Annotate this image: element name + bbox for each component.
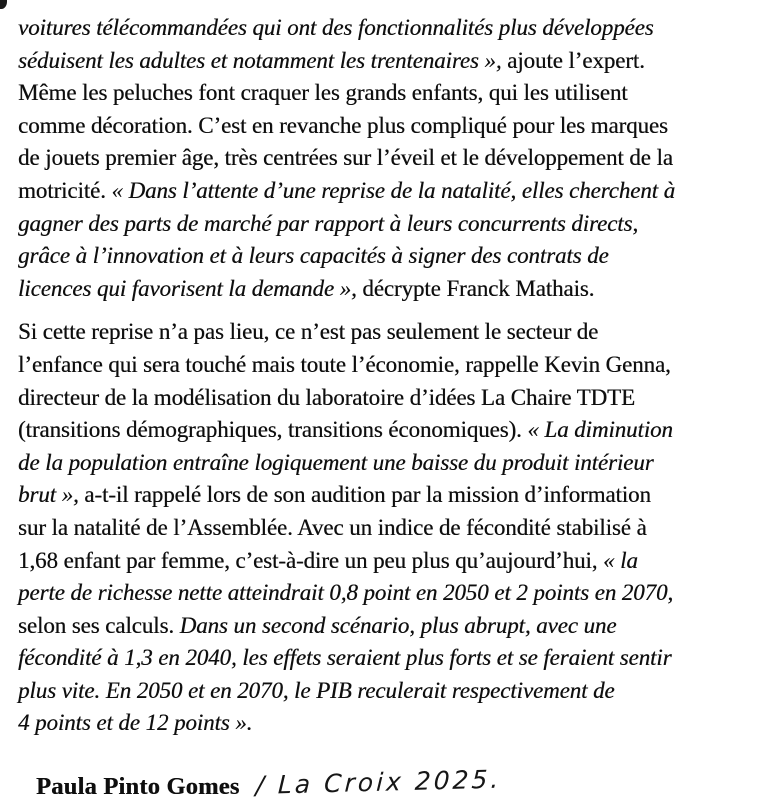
text-line <box>18 382 762 415</box>
text-segment-regular: décrypte Franck Mathais. <box>362 275 595 301</box>
text-segment-italic: gagner des parts de marché par rapport à leurs concurrents directs, <box>18 210 638 236</box>
text-line <box>18 12 762 45</box>
text-segment-italic: brut », <box>18 482 85 508</box>
text-line <box>18 707 762 740</box>
text-segment-italic: grâce à l’innovation et à leurs capacités à signer des contrats de <box>18 243 609 269</box>
text-line <box>18 110 762 143</box>
byline <box>20 753 501 801</box>
text-segment-italic: « la <box>603 547 638 573</box>
text-segment-italic: plus vite. En 2050 et en 2070, le PIB reculerait respectivement de <box>18 677 615 703</box>
paragraph <box>18 316 762 740</box>
paragraph <box>18 12 762 305</box>
scan-artifact-mark <box>0 0 7 9</box>
text-segment-regular: de jouets premier âge, très centrées sur l’éveil et le développement de la <box>18 145 673 171</box>
text-line <box>18 414 762 447</box>
text-line <box>18 316 762 349</box>
text-segment-italic: « Dans l’attente d’une reprise de la natalité, elles cherchent à <box>111 177 675 203</box>
text-line <box>18 45 762 78</box>
text-line <box>18 675 762 708</box>
text-segment-italic: fécondité à 1,3 en 2040, les effets seraient plus forts et se feraient sentir <box>18 645 672 671</box>
text-line <box>18 208 762 241</box>
text-segment-regular: a-t-il rappelé lors de son audition par la mission d’information <box>84 482 651 508</box>
text-segment-regular: l’enfance qui sera touché mais toute l’économie, rappelle Kevin Genna, <box>18 351 671 377</box>
text-segment-italic: de la population entraîne logiquement une baisse du produit intérieur <box>18 449 654 475</box>
text-segment-regular: 1,68 enfant par femme, c’est-à-dire un peu plus qu’aujourd’hui, <box>18 547 604 573</box>
handwritten-note: / La Croix 2025. <box>255 764 503 800</box>
text-segment-regular: (transitions démographiques, transitions économiques). <box>18 417 528 443</box>
text-line <box>18 142 762 175</box>
text-line <box>18 349 762 382</box>
text-line <box>18 240 762 273</box>
text-segment-regular: selon ses calculs. <box>18 612 180 638</box>
text-line <box>18 273 762 306</box>
text-line <box>18 479 762 512</box>
text-segment-regular: Si cette reprise n’a pas lieu, ce n’est pas seulement le secteur de <box>18 319 599 345</box>
text-line <box>18 610 762 643</box>
text-segment-regular: directeur de la modélisation du laboratoire d’idées La Chaire TDTE <box>18 384 635 410</box>
text-segment-italic: Dans un second scénario, plus abrupt, avec une <box>179 612 617 638</box>
text-segment-regular: motricité. <box>18 177 112 203</box>
text-segment-italic: voitures télécommandées qui ont des fonctionnalités plus développées <box>18 15 654 40</box>
byline-author: Paula Pinto Gomes <box>36 773 240 800</box>
article-text <box>18 12 762 740</box>
text-segment-italic: 4 points et de 12 points ». <box>18 710 253 736</box>
text-segment-italic: perte de richesse nette atteindrait 0,8 point en 2050 et 2 points en 2070, <box>18 580 674 606</box>
text-segment-italic: licences qui favorisent la demande », <box>18 275 363 301</box>
text-line <box>18 175 762 208</box>
text-line <box>18 642 762 675</box>
text-segment-regular: sur la natalité de l’Assemblée. Avec un indice de fécondité stabilisé à <box>18 514 647 540</box>
text-line <box>18 512 762 545</box>
text-segment-italic: « La diminution <box>527 417 673 443</box>
text-segment-regular: Même les peluches font craquer les grands enfants, qui les utilisent <box>18 80 628 106</box>
text-segment-regular: comme décoration. C’est en revanche plus compliqué pour les marques <box>18 112 668 138</box>
text-line <box>18 577 762 610</box>
text-line <box>18 545 762 578</box>
text-segment-regular: ajoute l’expert. <box>507 47 645 73</box>
text-line <box>18 77 762 110</box>
text-line <box>18 447 762 480</box>
text-segment-italic: séduisent les adultes et notamment les trentenaires », <box>18 47 508 73</box>
